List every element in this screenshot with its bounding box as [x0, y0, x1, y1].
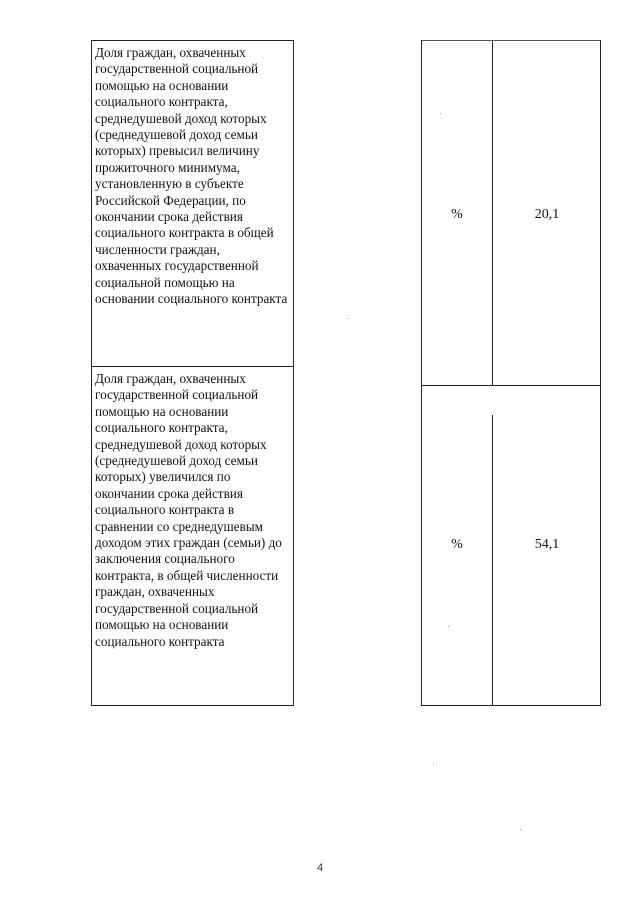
indicator-cell-1: Доля граждан, охваченных государственной социальной помощью на основании социального контракта, среднедушевой доход которых (среднедушевой доход семьи которых) превысил величину прожиточного минимума, установленную в субъекте Российской Федерации, по окончании срока действия социального контракта в общей численности граждан, охваченных государственной социальной помощью на основании социального контракта [95, 45, 288, 307]
scan-speck [520, 829, 521, 830]
indicator-table-left [91, 40, 294, 706]
scan-speck [440, 113, 441, 114]
row-divider [422, 385, 600, 386]
value-cell-2: 54,1 [534, 537, 560, 552]
scan-speck [448, 626, 449, 627]
page-number: 4 [316, 862, 324, 874]
scan-speck [433, 763, 434, 764]
value-cell-1: 20,1 [534, 207, 560, 222]
indicator-cell-2: Доля граждан, охваченных государственной социальной помощью на основании социального контракта, среднедушевой доход которых (среднедушевой доход семьи которых) увеличился по окончании срока действия социального контракта в сравнении со среднедушевым доходом этих граждан (семьи) до заключения социального контракта, в общей численности граждан, охваченных государственной социальной помощью на основании социального контракта [92, 366, 293, 707]
column-divider-lower [492, 415, 493, 706]
table-top-border [422, 40, 600, 41]
indicator-table-right [421, 40, 601, 706]
scan-speck [347, 318, 348, 319]
unit-cell-2: % [451, 537, 463, 552]
unit-cell-1: % [451, 207, 463, 222]
